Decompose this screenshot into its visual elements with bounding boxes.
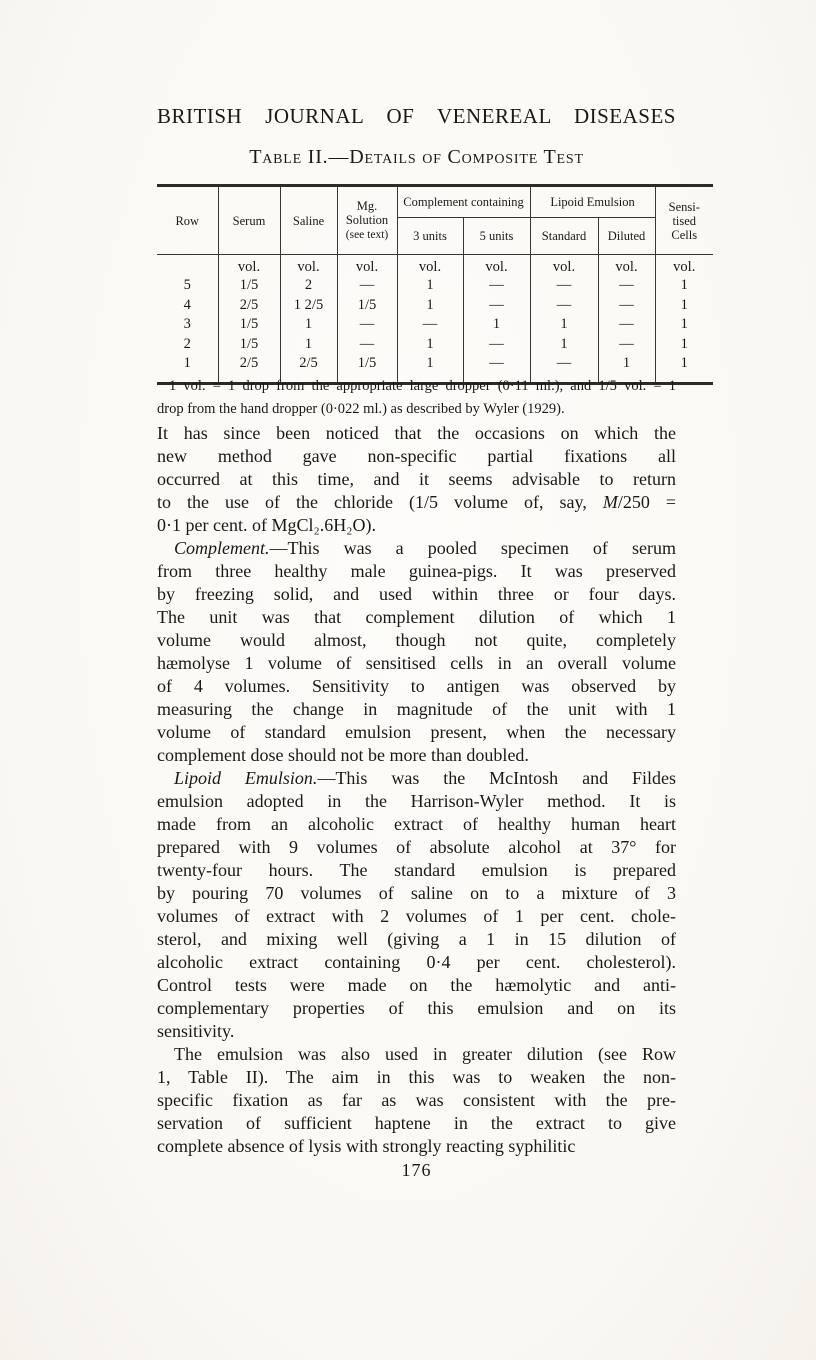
value-cell: —	[463, 335, 530, 355]
row-number-cell: 3	[157, 315, 218, 335]
value-cell: —	[463, 296, 530, 316]
column-header-5-units: 5 units	[463, 218, 530, 255]
text-line: It has since been noticed that the occasions on which the	[157, 423, 676, 443]
paragraph	[157, 422, 676, 537]
text-line: volume of standard emulsion present, when the necessary	[157, 722, 676, 742]
value-cell: —	[337, 315, 397, 335]
table-header	[157, 186, 713, 255]
value-cell: —	[598, 335, 655, 355]
table-caption: Table II.—Details of Composite Test	[249, 146, 584, 168]
value-cell: 1	[463, 315, 530, 335]
column-header-mg-solution	[337, 186, 397, 255]
row-number-cell: 2	[157, 335, 218, 355]
value-cell: 1/5	[218, 335, 280, 355]
table-row	[157, 276, 713, 296]
text-line: specific fixation as far as was consistent with the pre-	[157, 1090, 676, 1110]
table-row	[157, 296, 713, 316]
text-line: emulsion adopted in the Harrison-Wyler method. It is	[157, 791, 676, 811]
text-line: measuring the change in magnitude of the unit with 1	[157, 699, 676, 719]
table-row	[157, 315, 713, 335]
text-line: Complement.—This was a pooled specimen of serum	[174, 538, 676, 558]
column-header-standard: Standard	[530, 218, 598, 255]
text-line: new method gave non-specific partial fixations all	[157, 446, 676, 466]
value-cell: vol.	[337, 255, 397, 277]
value-cell: 1	[397, 276, 463, 296]
value-cell: vol.	[218, 255, 280, 277]
text-line: sensitivity.	[157, 1021, 235, 1041]
value-cell: 1	[397, 354, 463, 383]
text-line: prepared with 9 volumes of absolute alcohol at 37° for	[157, 837, 676, 857]
value-cell: 1 2/5	[280, 296, 337, 316]
value-cell: vol.	[655, 255, 713, 277]
text-line: 1, Table II). The aim in this was to weaken the non-	[157, 1067, 676, 1087]
value-cell: 1	[655, 276, 713, 296]
value-cell: —	[397, 315, 463, 335]
text-line: 1 vol. = 1 drop from the appropriate large dropper (0·11 ml.), and 1/5 vol. = 1	[169, 378, 676, 394]
text-line: sterol, and mixing well (giving a 1 in 15 dilution of	[157, 929, 676, 949]
value-cell: 1/5	[337, 296, 397, 316]
value-cell: —	[598, 276, 655, 296]
value-cell: vol.	[280, 255, 337, 277]
text-line: made from an alcoholic extract of healthy human heart	[157, 814, 676, 834]
row-number-cell: 5	[157, 276, 218, 296]
text-line: The emulsion was also used in greater dilution (see Row	[174, 1044, 676, 1064]
table-body	[157, 255, 713, 384]
table-footnote	[157, 376, 676, 422]
value-cell: —	[337, 335, 397, 355]
value-cell: 1	[655, 354, 713, 383]
value-cell: 1	[530, 315, 598, 335]
mg-line2: Solution	[345, 213, 389, 227]
text-line: The unit was that complement dilution of which 1	[157, 607, 676, 627]
text-line: drop from the hand dropper (0·022 ml.) as described by Wyler (1929).	[157, 401, 565, 417]
value-cell: 1/5	[218, 315, 280, 335]
text-line: Lipoid Emulsion.—This was the McIntosh and Fildes	[174, 768, 676, 788]
column-header-saline: Saline	[280, 186, 337, 255]
value-cell: vol.	[530, 255, 598, 277]
text-line: volumes of extract with 2 volumes of 1 per cent. chole-	[157, 906, 676, 926]
value-cell: —	[530, 276, 598, 296]
row-number-cell: 1	[157, 354, 218, 383]
value-cell: —	[337, 276, 397, 296]
value-cell: 1	[397, 335, 463, 355]
text-line: of 4 volumes. Sensitivity to antigen was observed by	[157, 676, 676, 696]
column-header-serum: Serum	[218, 186, 280, 255]
column-header-3-units: 3 units	[397, 218, 463, 255]
value-cell: vol.	[598, 255, 655, 277]
text-line: by pouring 70 volumes of saline on to a mixture of 3	[157, 883, 676, 903]
text-line: Control tests were made on the hæmolytic and anti-	[157, 975, 676, 995]
column-header-diluted: Diluted	[598, 218, 655, 255]
value-cell: 1	[655, 296, 713, 316]
text-line: alcoholic extract containing 0·4 per cent. cholesterol).	[157, 952, 676, 972]
value-cell: 1	[530, 335, 598, 355]
value-cell: 1	[397, 296, 463, 316]
paragraph	[157, 1043, 676, 1158]
cells-line1: Sensi-	[668, 199, 700, 214]
page-number: 176	[401, 1160, 432, 1180]
text-line: occurred at this time, and it seems advisable to return	[157, 469, 676, 489]
group-header-lipoid-emulsion: Lipoid Emulsion	[530, 186, 655, 218]
mg-line1: Mg.	[356, 199, 378, 213]
composite-test-table	[157, 184, 713, 385]
group-header-complement: Complement containing	[397, 186, 530, 218]
cells-line3: Cells	[671, 227, 698, 242]
text-line: volume would almost, though not quite, completely	[157, 630, 676, 650]
journal-title: BRITISH JOURNAL OF VENEREAL DISEASES	[157, 104, 676, 128]
mg-line3: (see text)	[345, 229, 389, 241]
row-number-cell: 4	[157, 296, 218, 316]
text-line: twenty-four hours. The standard emulsion is prepared	[157, 860, 676, 880]
value-cell: —	[598, 315, 655, 335]
table-row	[157, 335, 713, 355]
value-cell: 1/5	[337, 354, 397, 383]
value-cell: 1	[655, 335, 713, 355]
value-cell: 1/5	[218, 276, 280, 296]
value-cell: 1	[280, 315, 337, 335]
value-cell: —	[463, 354, 530, 383]
cells-line2: tised	[672, 213, 697, 228]
text-line: complementary properties of this emulsion and on its	[157, 998, 676, 1018]
value-cell: 1	[280, 335, 337, 355]
value-cell: 1	[655, 315, 713, 335]
value-cell: 2	[280, 276, 337, 296]
value-cell: vol.	[463, 255, 530, 277]
text-line: 0·1 per cent. of MgCl₂.6H₂O).	[157, 515, 377, 535]
text-line: by freezing solid, and used within three or four days.	[157, 584, 676, 604]
value-cell: —	[530, 296, 598, 316]
body-text	[157, 422, 676, 1158]
text-line: hæmolyse 1 volume of sensitised cells in an overall volume	[157, 653, 676, 673]
text-line: from three healthy male guinea-pigs. It was preserved	[157, 561, 676, 581]
value-cell: 1	[598, 354, 655, 383]
paragraph	[157, 537, 676, 767]
text-line: complete absence of lysis with strongly reacting syphilitic	[157, 1136, 576, 1156]
text-line: to the use of the chloride (1/5 volume of, say, M/250 =	[157, 492, 677, 512]
column-header-sensitised-cells	[655, 186, 713, 255]
paragraph	[157, 767, 676, 1043]
value-cell: —	[463, 276, 530, 296]
value-cell: —	[598, 296, 655, 316]
value-cell: —	[530, 354, 598, 383]
value-cell: 2/5	[218, 354, 280, 383]
text-line: complement dose should not be more than doubled.	[157, 745, 529, 765]
value-cell: vol.	[397, 255, 463, 277]
text-line: servation of sufficient haptene in the extract to give	[157, 1113, 676, 1133]
row-number-cell	[157, 255, 218, 277]
unit-label-row	[157, 255, 713, 277]
value-cell: 2/5	[280, 354, 337, 383]
value-cell: 2/5	[218, 296, 280, 316]
column-header-row: Row	[157, 186, 218, 255]
